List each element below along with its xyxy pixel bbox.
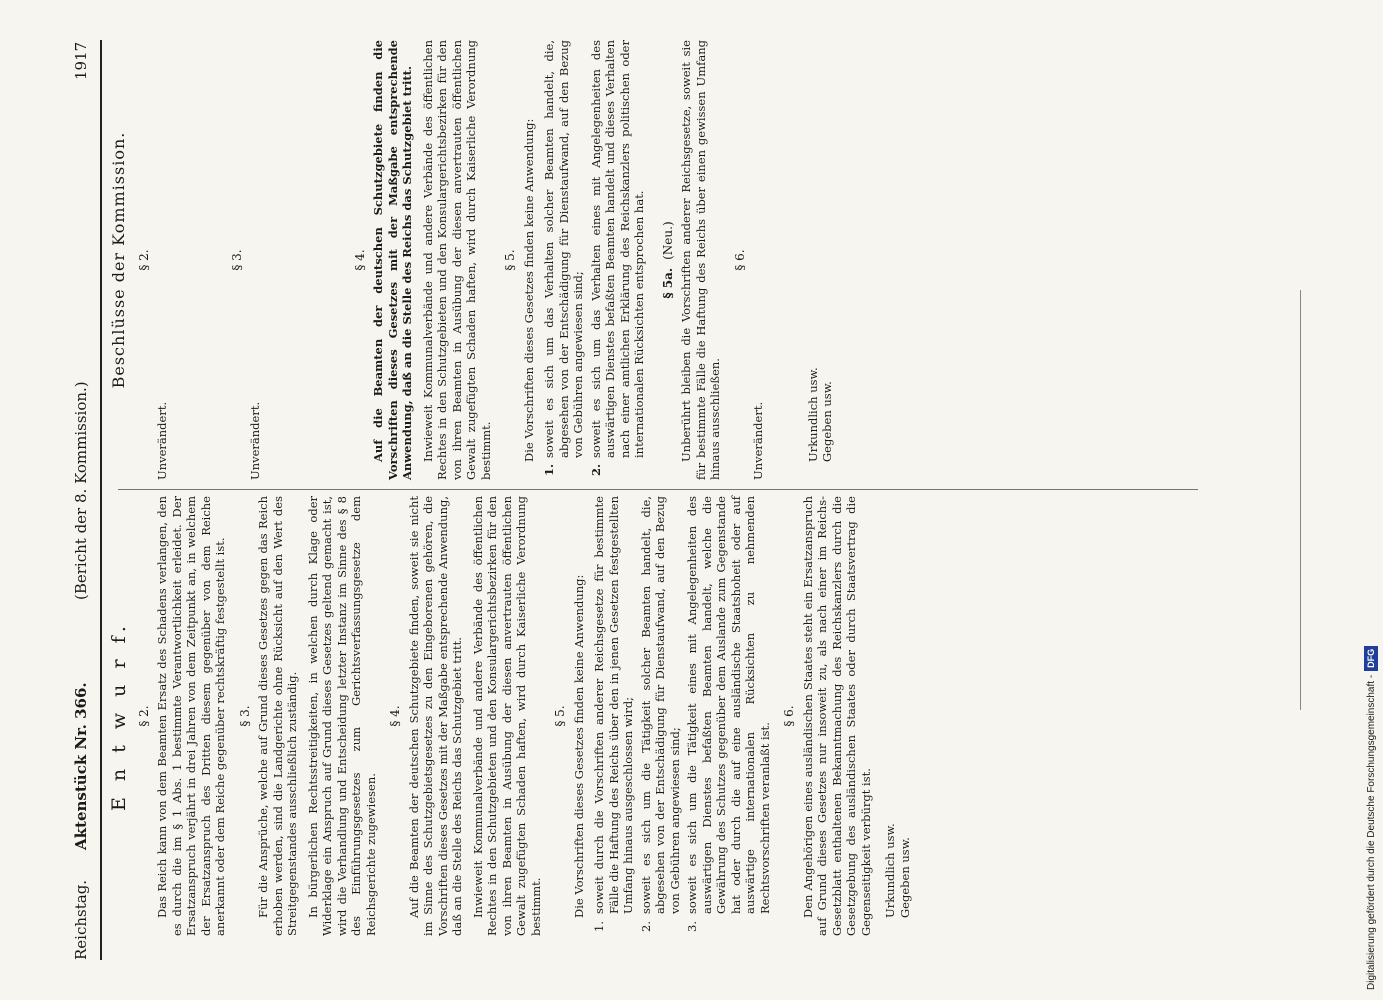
list-item-number: 2. [588,463,603,476]
header-report: (Bericht der 8. Kommission.) [72,381,90,600]
right-s5-intro: Die Vorschriften dieses Gesetzes finden keine Anwendung: [521,118,536,462]
right-s2-text: Unverändert. [155,401,169,480]
list-item [592,496,636,936]
list-item-text: soweit es sich um das Verhalten solcher Beamten handelt, die, abgesehen von der Entschädigung für Dienstaufwand, auf den Bezug von Gebühren angewiesen sind; [542,40,585,458]
left-closing-gegeben: Gegeben usw. [897,837,912,918]
left-closing [883,496,912,936]
right-closing-urkundlich: Urkundlich usw. [805,367,820,462]
left-column-title: E n t w u r f. [108,621,130,811]
right-column-title: Beschlüsse der Kommission. [109,131,128,389]
header-page-number: 1917 [72,41,90,80]
header-aktenstueck: Aktenstück Nr. 366. [72,682,90,850]
header-rule [100,40,102,960]
right-s5a-text: Unberührt bleiben die Vorschriften anderer Reichsgesetze, soweit sie für bestimmte Fälle die Haftung des Reichs über einen gewissen Umfang hinaus ausschließen. [679,40,722,480]
column-divider [118,489,1198,490]
page-header [66,40,100,960]
left-s3-p2: In bürgerlichen Rechtsstreitigkeiten, in welchen durch Klage oder Widerklage ein Anspruch auf Grund dieses Gesetzes geltend gemacht ist, wird die Verhandlung und Entscheidung letzter Instanz im Sinne des § 8 des Einführungsgesetzes zum Gerichtsverfassungsgesetze dem Reichsgerichte zugewiesen. [305,496,378,936]
dfg-logo: DFG [1364,646,1378,671]
right-s4-heading: § 4. [352,249,367,271]
digitization-margin-note [1362,10,1382,990]
list-item [542,40,586,480]
right-s4-p1: Auf die Beamten der deutschen Schutzgebiete finden die Vorschriften dieses Gesetzes mit der Maßgabe entsprechende Anwendung, daß an die Stelle des Reichs das Schutzgebiet tritt. [371,40,414,480]
right-s4-p2: Inwieweit Kommunalverbände und andere Verbände des öffentlichen Rechtes in den Schutzgebieten und den Konsulargerichtsbezirken für den von ihren Beamten in Ausübung der diesen anvertrauten öffentlichen Gewalt zugefügten Schaden haften, wird durch Kaiserliche Verordnung bestimmt. [420,40,493,480]
left-s3-p1: Für die Ansprüche, welche auf Grund dieses Gesetzes gegen das Reich erhoben werden, sind die Landgerichte ohne Rücksicht auf den Wert des Streitgegenstandes ausschließlich zuständig. [256,496,299,936]
right-s3-text: Unverändert. [248,401,262,480]
list-item-text: soweit es sich um das Verhalten eines mit Angelegenheiten des auswärtigen Dienstes befaßten Beamten handelt und dieses Verhalten nach einer amtlichen Erklärung des Reichskanzlers politischen oder internationalen Rücksichten entsprochen hat. [588,40,646,458]
right-s2-heading: § 2. [136,249,151,271]
dfg-note-text: Digitalisierung gefördert durch die Deutsche Forschungsgemeinschaft - [1366,674,1377,990]
right-s5-heading: § 5. [503,249,517,271]
right-s6-text: Unverändert. [751,401,765,480]
left-s3-heading: § 3. [237,705,252,727]
right-s5a-number: § 5a. [660,267,675,299]
left-s5-intro: Die Vorschriften dieses Gesetzes finden keine Anwendung: [571,574,586,918]
list-item-number: 1. [542,463,556,476]
right-column-beschluesse [109,40,835,480]
list-item-text: soweit durch die Vorschriften anderer Reichsgesetze für bestimmte Fälle die Haftung des Reichs über den in jenen Gesetzen festgestellten Umfang hinaus ausgeschlossen wird; [592,496,635,914]
left-s5-heading: § 5. [553,705,567,727]
left-s2-text: Das Reich kann von dem Beamten Ersatz des Schadens verlangen, den es durch die im § 1 Abs. 1 bestimmte Verantwortlichkeit erleidet. Der Ersatzanspruch verjährt in drei Jahren von dem Zeitpunkt an, in welchem der Ersatzanspruch des Dritten diesem gegenüber von dem Reiche anerkannt oder dem Reiche gegenüber rechtskräftig festgestellt ist. [155,496,227,936]
left-s5-list [592,496,772,936]
list-item [589,40,647,480]
list-item-text: soweit es sich um die Tätigkeit eines mit Angelegenheiten des auswärtigen Dienstes befaßten Beamten handelt, welche die Gewährung des Schutzes gegenüber dem Auslande zum Gegenstande hat oder durch die auf eine ausländische Staatshoheit oder auf auswärtige internationalen Rücksichten zu nehmenden Rechtsvorschriften veranlaßt ist. [685,496,772,914]
list-item-number: 1. [592,921,606,932]
right-closing [806,40,835,480]
left-column-entwurf [108,496,912,936]
right-s5-list [542,40,647,480]
left-closing-urkundlich: Urkundlich usw. [883,823,897,918]
right-closing-gegeben: Gegeben usw. [820,381,834,462]
left-s2-heading: § 2. [136,705,151,727]
left-s4-p2: Inwieweit Kommunalverbände und andere Verbände des öffentlichen Rechtes in den Schutzgebieten und den Konsulargerichtsbezirken für den von ihren Beamten in Ausübung der diesen anvertrauten öffentlichen Gewalt zugefügten Schaden haften, wird durch Kaiserliche Verordnung bestimmt. [470,496,543,936]
left-s4-heading: § 4. [388,705,402,727]
right-s3-heading: § 3. [229,249,244,271]
left-s6-text: Den Angehörigen eines ausländischen Staates steht ein Ersatzanspruch auf Grund dieses Gesetzes nur insoweit zu, als nach einer im Reichs-Gesetzblatt enthaltenen Bekanntmachung des Reichskanzlers durch die Gesetzgebung des ausländischen Staates oder durch Staatsvertrag die Gegenseitigkeit verbürgt ist. [800,496,873,936]
right-s6-heading: § 6. [732,249,747,271]
list-item [685,496,772,936]
list-item-text: soweit es sich um die Tätigkeit solcher Beamten handelt, die, abgesehen von der Entschädigung für Dienstaufwand, auf den Bezug von Gebühren angewiesen sind; [638,496,682,914]
header-reichstag: Reichstag. [72,879,90,960]
footer-rule [1300,290,1301,710]
list-item-number: 3. [685,921,699,932]
list-item [639,496,683,936]
right-s5a-heading [661,40,676,480]
list-item-number: 2. [638,921,653,932]
left-s6-heading: § 6. [782,705,796,727]
left-s4-p1: Auf die Beamten der deutschen Schutzgebiete finden, soweit sie nicht im Sinne des Schutzgebietsgesetzes zu den Eingeborenen gehören, die Vorschriften dieses Gesetzes mit der Maßgabe entsprechende Anwendung, daß an die Stelle des Reichs das Schutzgebiet tritt. [406,496,464,936]
right-s5a-note: (Neu.) [660,221,675,260]
